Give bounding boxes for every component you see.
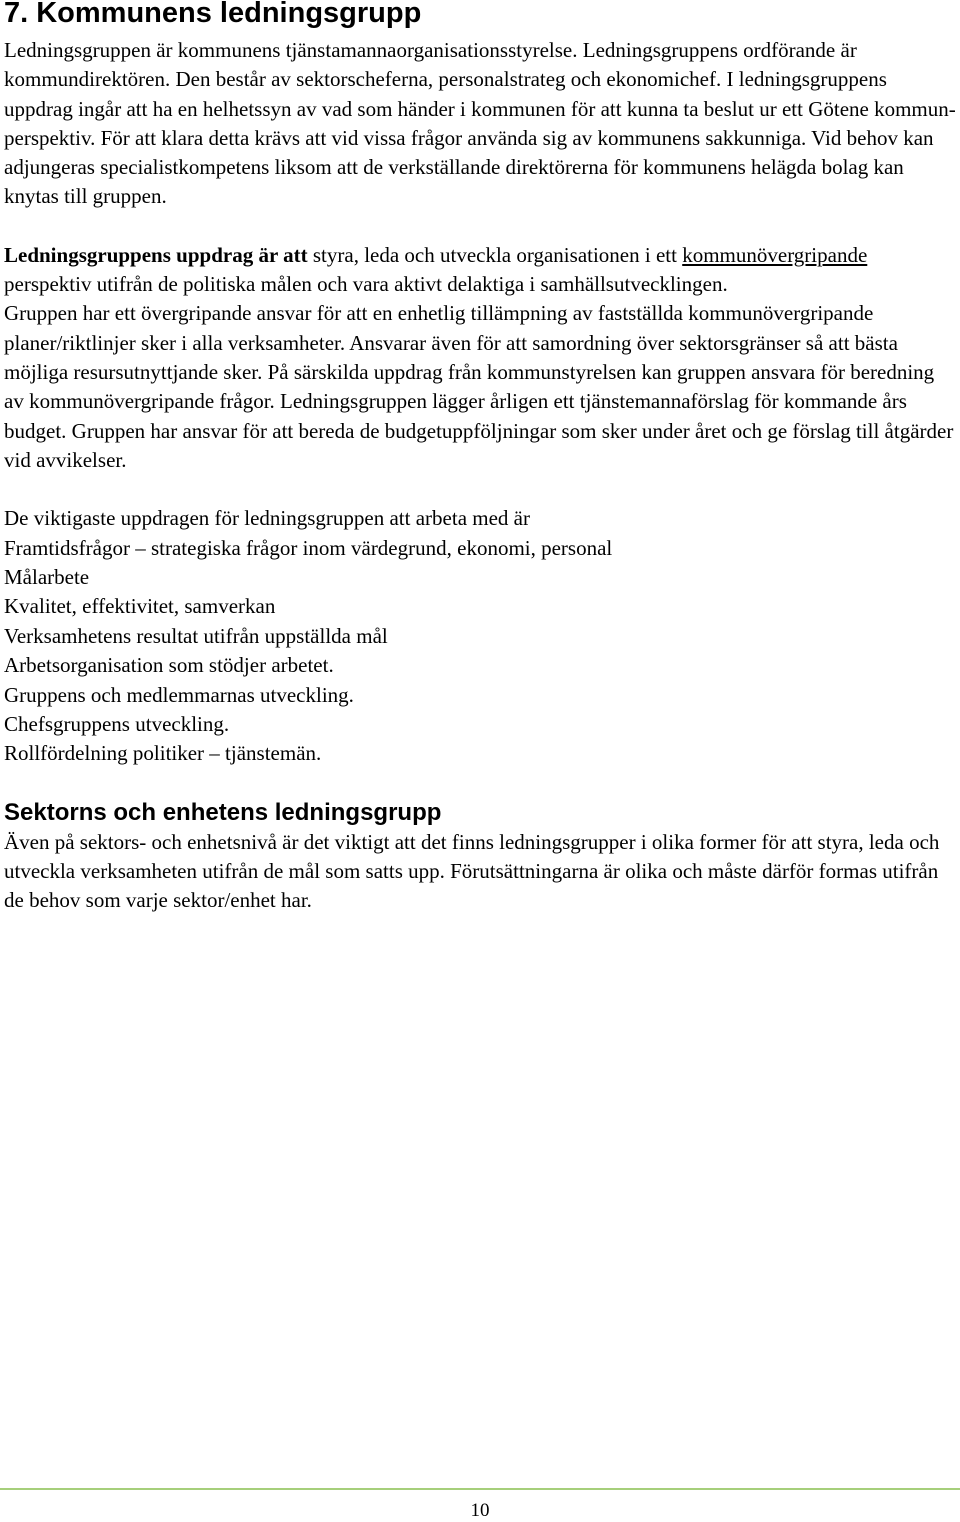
mission-text-part1: styra, leda och utveckla organisationen i ett — [307, 242, 683, 267]
task-list — [4, 504, 956, 769]
section-heading: 7. Kommunens ledningsgrupp — [4, 0, 422, 29]
task-list-item: Verksamhetens resultat utifrån uppställda mål — [4, 623, 388, 648]
responsibility-paragraph: Gruppen har ett övergripande ansvar för att en enhetlig tillämpning av fastställda kommunövergripande planer/riktlinjer sker i alla verksamheter. Ansvarar även för att samordning över sektorsgränser så att bästa möjliga resursutnyttjande sker. På särskilda uppdrag från kommunstyrelsen kan gruppen ansvara för beredning av kommunövergripande frågor. Ledningsgruppen lägger årligen ett tjänstemannaförslag för kommande års budget. Gruppen har ansvar för att bereda de budgetuppföljningar som sker under året och ge förslag till åtgärder vid avvikelser. — [4, 301, 954, 472]
task-list-intro: De viktigaste uppdragen för ledningsgruppen att arbeta med är — [4, 506, 530, 531]
page-number: 10 — [470, 1500, 490, 1521]
mission-paragraph — [4, 241, 956, 300]
mission-bold-lead: Ledningsgruppens uppdrag är att — [4, 242, 308, 267]
footer-divider — [0, 1488, 960, 1490]
mission-underlined-word: kommunövergripande — [682, 242, 868, 267]
subsection-heading: Sektorns och enhetens ledningsgrupp — [4, 798, 442, 826]
mission-text-part2: perspektiv utifrån de politiska målen och vara aktivt delaktiga i samhällsutvecklingen. — [4, 272, 728, 297]
task-list-item: Arbetsorganisation som stödjer arbetet. — [4, 653, 334, 678]
task-list-item: Gruppens och medlemmarnas utveckling. — [4, 682, 354, 707]
sector-paragraph: Även på sektors- och enhetsnivå är det viktigt att det finns ledningsgrupper i olika former för att styra, leda och utveckla verksamheten utifrån de mål som satts upp. Förutsättningarna är olika och måste därför formas utifrån de behov som varje sektor/enhet har. — [4, 829, 940, 913]
task-list-item: Kvalitet, effektivitet, samverkan — [4, 594, 276, 619]
document-page — [4, 0, 956, 916]
task-list-item: Chefsgruppens utveckling. — [4, 712, 230, 736]
task-list-item: Rollfördelning politiker – tjänstemän. — [4, 741, 322, 766]
task-list-item: Framtidsfrågor – strategiska frågor inom värdegrund, ekonomi, personal — [4, 535, 613, 560]
intro-paragraph: Ledningsgruppen är kommunens tjänstamannaorganisationsstyrelse. Ledningsgruppens ordförande är kommundirektören. Den består av sektorscheferna, personalstrateg och ekonomichef. I ledningsgruppens uppdrag ingår att ha en helhetssyn av vad som händer i kommunen för att kunna ta beslut ur ett Götene kommun-perspektiv. För att klara detta krävs att vid vissa frågor använda sig av kommunens sakkunniga. Vid behov kan adjungeras specialistkompetens liksom att de verkställande direktörerna för kommunens helägda bolag kan knytas till gruppen. — [4, 38, 956, 209]
task-list-item: Målarbete — [4, 564, 90, 589]
